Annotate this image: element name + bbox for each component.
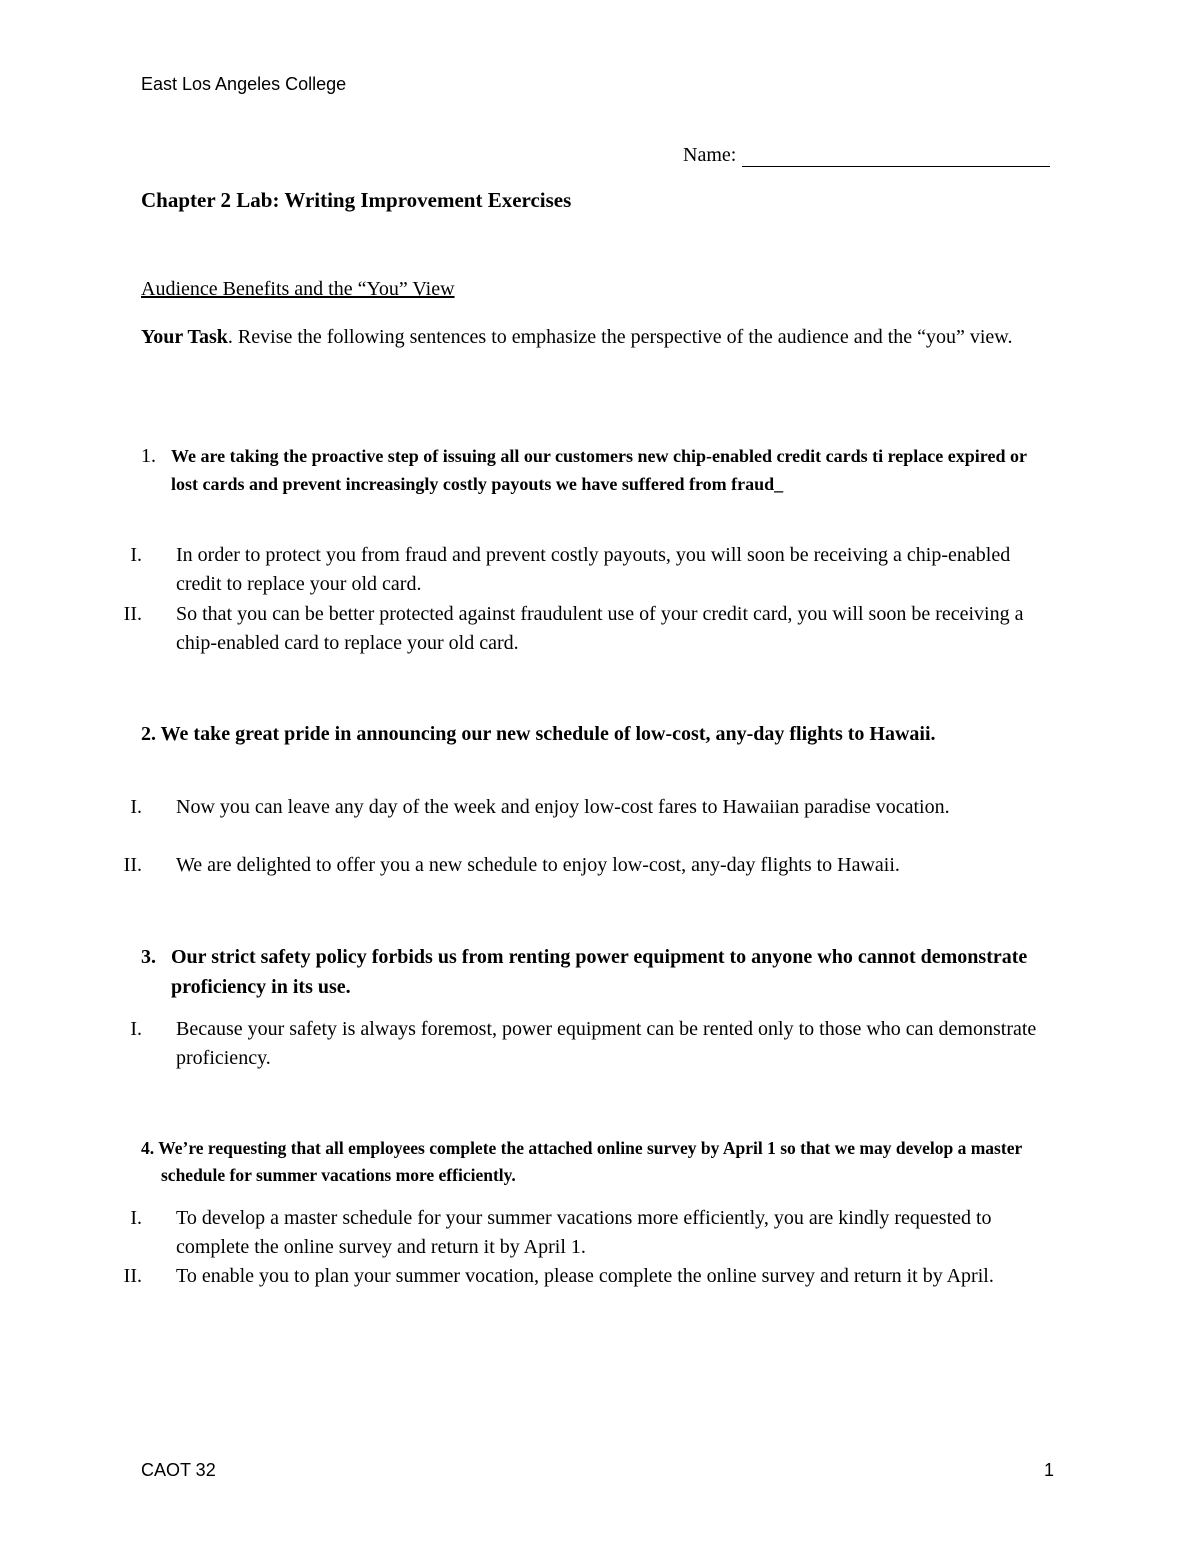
footer-page-number: 1: [1044, 1460, 1055, 1480]
section-heading: Audience Benefits and the “You” View: [141, 278, 455, 300]
question-text: We’re requesting that all employees complete the attached online survey by April 1 so that we may develop a master schedule for summer vacations more efficiently.: [158, 1138, 1022, 1185]
institution-header: East Los Angeles College: [141, 74, 347, 94]
answer-text: In order to protect you from fraud and prevent costly payouts, you will soon be receiving a chip-enabled credit to replace your old card.: [176, 544, 1011, 595]
question-4: [141, 1135, 1041, 1189]
answer-4-2: [100, 1262, 1060, 1291]
answer-numeral: II.: [123, 854, 142, 876]
answer-text: Because your safety is always foremost, power equipment can be rented only to those who can demonstrate proficiency.: [176, 1018, 1037, 1069]
question-number: 4.: [141, 1138, 155, 1158]
answer-numeral: I.: [130, 1207, 142, 1229]
question-block: [141, 1135, 1041, 1189]
task-text: . Revise the following sentences to emphasize the perspective of the audience and the “you” view.: [227, 326, 1013, 348]
answer-numeral: I.: [130, 1018, 142, 1040]
answer-1-1: [100, 541, 1060, 599]
answer-numeral: II.: [123, 1265, 142, 1287]
answer-numeral: I.: [130, 544, 142, 566]
answer-numeral: II.: [123, 603, 142, 625]
answer-text: To enable you to plan your summer vocation, please complete the online survey and return it by April.: [176, 1265, 994, 1287]
name-label: Name:: [683, 144, 737, 166]
answer-text: So that you can be better protected against fraudulent use of your credit card, you will soon be receiving a chip-enabled card to replace your old card.: [176, 603, 1024, 654]
answer-text: To develop a master schedule for your summer vacations more efficiently, you are kindly requested to complete the online survey and return it by April 1.: [176, 1207, 992, 1258]
question-number: 3.: [141, 946, 156, 968]
answer-numeral: I.: [130, 796, 142, 818]
task-label: Your Task: [141, 326, 228, 348]
question-number: 2.: [141, 723, 156, 745]
name-blank-line: [742, 144, 1050, 167]
answer-3-1: [100, 1015, 1060, 1073]
question-1: [141, 442, 1041, 498]
footer-course: CAOT 32: [141, 1460, 216, 1480]
question-text: Our strict safety policy forbids us from renting power equipment to anyone who cannot demonstrate proficiency in its use.: [171, 946, 1028, 998]
question-2: [141, 719, 1041, 749]
name-field: [683, 144, 1050, 167]
answer-text: Now you can leave any day of the week and enjoy low-cost fares to Hawaiian paradise vocation.: [176, 796, 950, 818]
answer-2-2: [100, 851, 1060, 880]
question-text: We are taking the proactive step of issuing all our customers new chip-enabled credit cards ti replace expired or lost cards and prevent increasingly costly payouts we have suffered from fraud_: [171, 446, 1027, 494]
task-instructions: [141, 323, 1061, 352]
answer-text: We are delighted to offer you a new schedule to enjoy low-cost, any-day flights to Hawaii.: [176, 854, 900, 876]
answer-4-1: [100, 1204, 1060, 1262]
question-number: 1.: [141, 445, 156, 467]
question-3: [141, 942, 1041, 1002]
answer-1-2: [100, 600, 1060, 658]
answer-2-1: [100, 793, 1060, 822]
question-text: We take great pride in announcing our new schedule of low-cost, any-day flights to Hawaii.: [160, 723, 936, 745]
page-title: Chapter 2 Lab: Writing Improvement Exercises: [141, 188, 572, 212]
